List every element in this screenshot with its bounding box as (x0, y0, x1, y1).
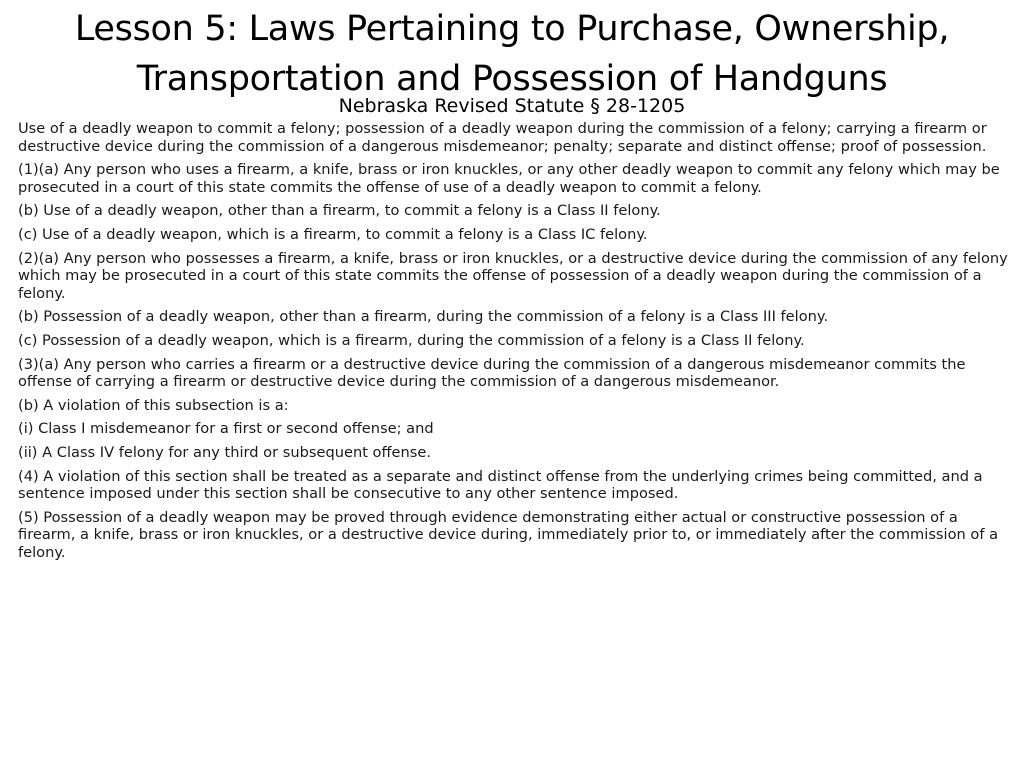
statute-paragraph: (1)(a) Any person who uses a firearm, a knife, brass or iron knuckles, or any other deadly weapon to commit any felony which may be prosecuted in a court of this state commits the offense of use of a deadly weapon to commit a felony. (18, 161, 1000, 196)
statute-paragraph: (3)(a) Any person who carries a firearm or a destructive device during the commission of a dangerous misdemeanor commits the offense of carrying a firearm or destructive device during the commission of a dangerous misdemeanor. (18, 355, 966, 391)
statute-paragraph: (5) Possession of a deadly weapon may be proved through evidence demonstrating either actual or constructive possession of a firearm, a knife, brass or iron knuckles, or a destructive device during, immediately prior to, or immediately after the commission of a felony. (18, 508, 999, 561)
slide-title-line-1: Lesson 5: Laws Pertaining to Purchase, Ownership, (74, 9, 950, 49)
slide-title (40, 4, 984, 104)
statute-paragraph: (c) Possession of a deadly weapon, which is a firearm, during the commission of a felony is a Class II felony. (18, 331, 805, 349)
slide-title-line-2: Transportation and Possession of Handguns (136, 59, 888, 99)
statute-text (18, 120, 1008, 567)
statute-paragraph: (ii) A Class IV felony for any third or subsequent offense. (18, 443, 431, 461)
statute-paragraph: (c) Use of a deadly weapon, which is a firearm, to commit a felony is a Class IC felony. (18, 225, 648, 243)
statute-paragraph: (b) Possession of a deadly weapon, other than a firearm, during the commission of a felony is a Class III felony. (18, 308, 829, 326)
statute-heading: Use of a deadly weapon to commit a felony; possession of a deadly weapon during the commission of a felony; carrying a firearm or destructive device during the commission of a dangerous misdemeanor; penalty; separate and distinct offense; proof of possession. (18, 120, 987, 155)
slide-subtitle: Nebraska Revised Statute § 28-1205 (338, 95, 686, 117)
statute-paragraph: (b) Use of a deadly weapon, other than a firearm, to commit a felony is a Class II felony. (18, 202, 661, 220)
statute-paragraph: (i) Class I misdemeanor for a first or second offense; and (18, 420, 434, 438)
statute-paragraph: (b) A violation of this subsection is a: (18, 396, 289, 414)
statute-paragraph: (2)(a) Any person who possesses a firearm, a knife, brass or iron knuckles, or a destructive device during the commission of any felony which may be prosecuted in a court of this state commits the offense of possession of a deadly weapon during the commission of a felony. (18, 249, 1008, 302)
statute-paragraph: (4) A violation of this section shall be treated as a separate and distinct offense from the underlying crimes being committed, and a sentence imposed under this section shall be consecutive to any other sentence imposed. (18, 467, 983, 503)
